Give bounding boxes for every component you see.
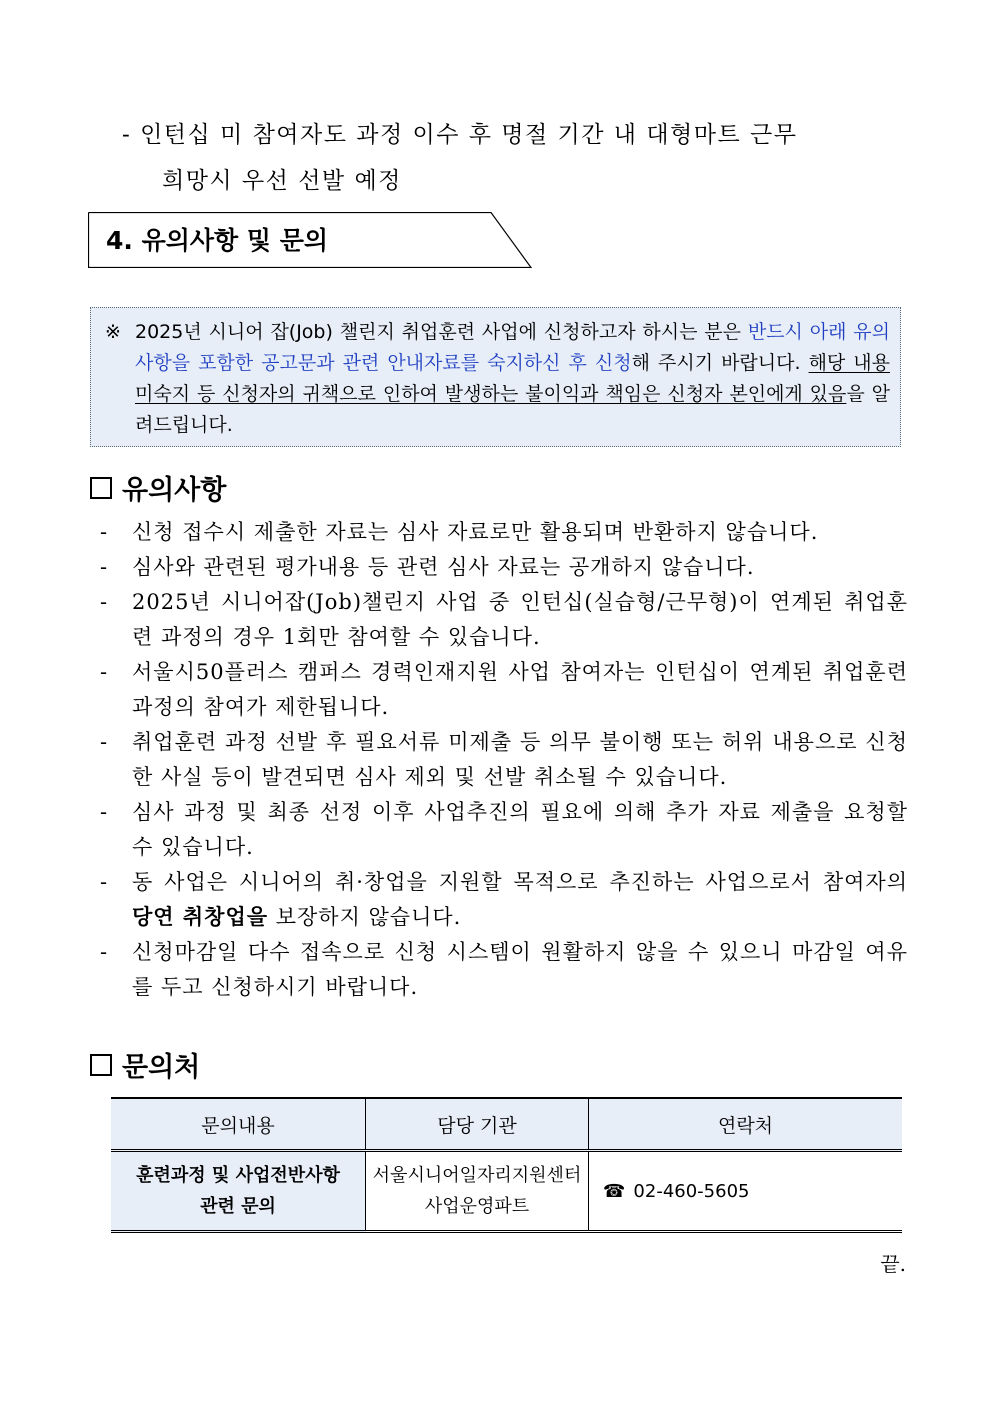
- contact-table: [111, 1097, 902, 1233]
- notice-part-5: 을 알려드립니다.: [135, 383, 890, 436]
- item7-after: 보장하지 않습니다.: [268, 905, 462, 929]
- section-heading-title: 4. 유의사항 및 문의: [106, 226, 329, 255]
- list-item-text: 2025년 시니어잡(Job)챌린지 사업 중 인턴십(실습형/근무형)이 연계된 취업훈련 과정의 경우 1회만 참여할 수 있습니다.: [132, 590, 908, 649]
- end-mark: 끝.: [880, 1252, 906, 1276]
- cell-topic: [111, 1151, 366, 1232]
- notice-part-2-highlight: 반드시 아래 유의사항을 포함한 공고문과 관련 안내자료를 숙지하신 후 신청: [135, 321, 890, 374]
- list-item-text: 심사 과정 및 최종 선정 이후 사업추진의 필요에 의해 추가 자료 제출을 요청할 수 있습니다.: [132, 800, 908, 859]
- org-line-1: 서울시니어일자리지원센터: [372, 1165, 582, 1186]
- list-item: [100, 795, 908, 865]
- list-item: [100, 515, 908, 550]
- topic-line-1: 훈련과정 및 사업전반사항: [136, 1165, 340, 1186]
- section-heading: [88, 212, 532, 268]
- table-row: [111, 1151, 902, 1232]
- contact-title: [90, 1045, 200, 1084]
- list-item-text: [132, 865, 908, 935]
- list-item: [100, 725, 908, 795]
- list-item: [100, 655, 908, 725]
- list-item: [100, 585, 908, 655]
- org-line-2: 사업운영파트: [424, 1196, 530, 1217]
- phone-number: 02-460-5605: [633, 1180, 750, 1202]
- notice-mark: ※: [105, 321, 121, 343]
- list-dash: -: [100, 800, 109, 824]
- list-item-text: 취업훈련 과정 선발 후 필요서류 미제출 등 의무 불이행 또는 허위 내용으로 신청한 사실 등이 발견되면 심사 제외 및 선발 취소될 수 있습니다.: [132, 730, 908, 789]
- list-dash: -: [100, 590, 109, 614]
- cell-org: [366, 1151, 589, 1232]
- list-item: [100, 865, 908, 935]
- item7-before: 동 사업은 시니어의 취·창업을 지원할 목적으로 추진하는 사업으로서 참여자의: [132, 870, 908, 894]
- notice-box: [90, 307, 901, 447]
- notice-part-1: 2025년 시니어 잡(Job) 챌린지 취업훈련 사업에 신청하고자 하시는 분은: [135, 321, 748, 343]
- list-item-text: 심사와 관련된 평가내용 등 관련 심사 자료는 공개하지 않습니다.: [132, 555, 755, 579]
- list-item-text: 신청마감일 다수 접속으로 신청 시스템이 원활하지 않을 수 있으니 마감일 여유를 두고 신청하시기 바랍니다.: [132, 940, 908, 999]
- telephone-icon: ☎: [603, 1180, 626, 1202]
- notice-text: [135, 317, 890, 441]
- list-item-text: 신청 접수시 제출한 자료는 심사 자료로만 활용되며 반환하지 않습니다.: [132, 520, 819, 544]
- topic-line-2: 관련 문의: [200, 1196, 276, 1217]
- precautions-list: [100, 515, 908, 1005]
- checkbox-square-icon: [90, 477, 112, 499]
- intro-note: [122, 112, 902, 204]
- checkbox-square-icon: [90, 1054, 112, 1076]
- intro-line-2: 희망시 우선 선발 예정: [162, 168, 402, 194]
- list-item-text: 서울시50플러스 캠퍼스 경력인재지원 사업 참여자는 인턴십이 연계된 취업훈련 과정의 참여가 제한됩니다.: [132, 660, 908, 719]
- list-dash: -: [100, 870, 109, 894]
- list-dash: -: [100, 730, 109, 754]
- precautions-title: [90, 468, 226, 507]
- contact-title-text: 문의처: [122, 1052, 201, 1083]
- notice-part-4-underline: 해당 내용 미숙지 등 신청자의 귀책으로 인하여 발생하는 불이익과 책임은 신청자 본인에게 있음: [135, 352, 890, 405]
- list-dash: -: [100, 940, 109, 964]
- header-contact: 연락처: [589, 1098, 903, 1151]
- intro-dash: -: [122, 122, 132, 148]
- header-topic: 문의내용: [111, 1098, 366, 1151]
- list-item: [100, 550, 908, 585]
- precautions-title-text: 유의사항: [122, 475, 227, 506]
- list-dash: -: [100, 660, 109, 684]
- intro-line-1: 인턴십 미 참여자도 과정 이수 후 명절 기간 내 대형마트 근무: [140, 122, 798, 148]
- item7-bold: 당연 취창업을: [132, 905, 269, 929]
- header-org: 담당 기관: [366, 1098, 589, 1151]
- list-item: [100, 935, 908, 1005]
- table-header-row: [111, 1098, 902, 1151]
- list-dash: -: [100, 520, 109, 544]
- cell-phone: [589, 1151, 903, 1232]
- notice-part-3: 해 주시기 바랍니다.: [631, 352, 809, 374]
- list-dash: -: [100, 555, 109, 579]
